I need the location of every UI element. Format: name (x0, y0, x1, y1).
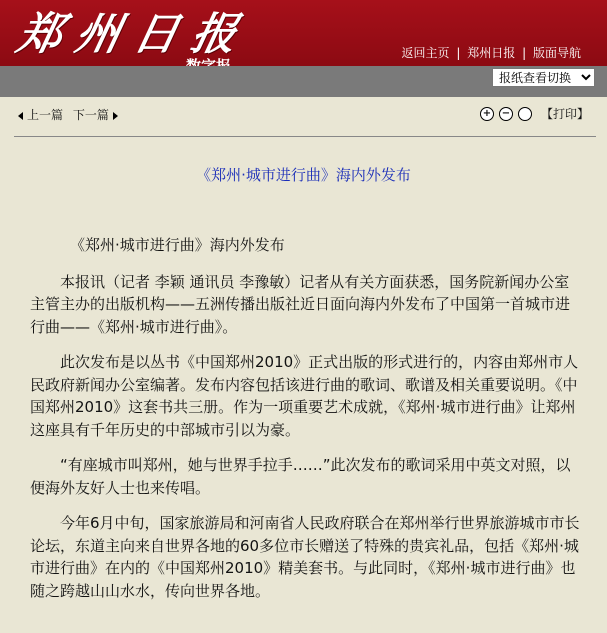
article-paragraph: 今年6月中旬，国家旅游局和河南省人民政府联合在郑州举行世界旅游城市市长论坛，东道主向来自世界各地的60多位市长赠送了特殊的贵宾礼品，包括《郑州·城市进行曲》在内的《中国郑州2010》精美套书。与此同时，《郑州·城市进行曲》也随之跨越山山水水，传向世界各地。 (30, 514, 580, 600)
article-paragraph: 本报讯（记者 李颖 通讯员 李豫敏）记者从有关方面获悉，国务院新闻办公室主管主办的出版机构——五洲传播出版社近日面向海内外发布了中国第一首城市进行曲——《郑州·城市进行曲》。 (30, 272, 571, 336)
arrow-left-icon (18, 112, 23, 120)
next-article-link[interactable]: 下一篇 (72, 108, 109, 122)
reset-zoom-icon[interactable] (518, 107, 532, 121)
article-paragraph: “有座城市叫郑州，她与世界手拉手……”此次发布的歌词采用中英文对照，以便海外友好人士也来传唱。 (30, 456, 571, 497)
nav-separator: | (522, 46, 527, 60)
top-navigation (402, 44, 581, 61)
nav-page-navigation-link[interactable]: 版面导航 (532, 46, 581, 60)
arrow-right-icon (113, 112, 118, 120)
article-title: 《郑州·城市进行曲》海内外发布 (196, 166, 411, 184)
masthead (0, 0, 607, 66)
nav-zhengzhou-daily-link[interactable]: 郑州日报 (467, 46, 516, 60)
newspaper-logo: 郑州日报 (12, 9, 256, 60)
article-toolbar (0, 104, 607, 124)
paper-switch-select[interactable] (492, 68, 595, 87)
article-paragraph: 此次发布是以丛书《中国郑州2010》正式出版的形式进行的，内容由郑州市人民政府新闻办公室编著。发布内容包括该进行曲的歌词、歌谱及相关重要说明。《中国郑州2010》这套书共三册。作为一项重要艺术成就，《郑州·城市进行曲》让郑州这座具有千年历史的中部城市引以为豪。 (30, 353, 579, 439)
zoom-in-icon[interactable]: + (480, 107, 494, 121)
zoom-out-icon[interactable]: − (499, 107, 513, 121)
prev-article-link[interactable]: 上一篇 (27, 108, 64, 122)
prev-next-nav (18, 106, 118, 123)
divider (14, 136, 596, 137)
view-tools (480, 105, 589, 122)
article-subtitle: 《郑州·城市进行曲》海内外发布 (70, 236, 285, 254)
nav-home-link[interactable]: 返回主页 (401, 46, 450, 60)
print-link[interactable]: 【打印】 (540, 107, 589, 121)
article-body (30, 234, 580, 615)
nav-separator: | (456, 46, 461, 60)
